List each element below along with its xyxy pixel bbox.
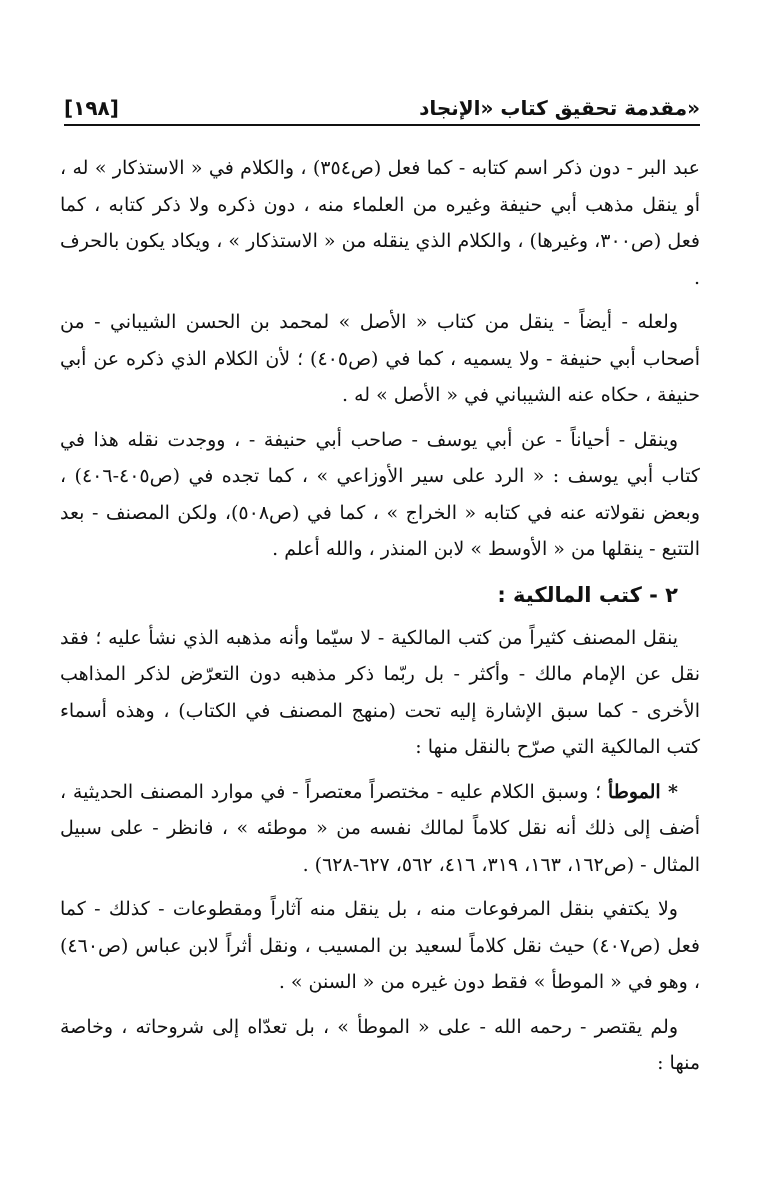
paragraph-6: ولا يكتفي بنقل المرفوعات منه ، بل ينقل منه آثاراً ومقطوعات - كذلك - كما فعل (ص٤٠٧) حيث نقل كلاماً لسعيد بن المسيب ، ونقل أثراً لابن عباس (ص٤٦٠) ، وهو في « الموطأ » فقط دون غيره من « السنن » . — [60, 898, 700, 993]
body-text — [60, 150, 700, 1090]
paragraph-1: عبد البر - دون ذكر اسم كتابه - كما فعل (ص٣٥٤) ، والكلام في « الاستذكار » له ، أو ينقل مذهب أبي حنيفة وغيره من العلماء منه ، دون ذكره ولا ذكر كتابه ، كما فعل (ص٣٠٠، وغيرها) ، والكلام الذي ينقله من « الاستذكار » ، ويكاد يكون بالحرف . — [60, 157, 701, 289]
muwatta-heading: * الموطأ — [607, 780, 678, 803]
paragraph-7: ولم يقتصر - رحمه الله - على « الموطأ » ، بل تعدّاه إلى شروحاته ، وخاصة منها : — [60, 1015, 700, 1074]
paragraph-5 — [60, 774, 700, 884]
header-divider — [64, 124, 700, 126]
paragraph-2: ولعله - أيضاً - ينقل من كتاب « الأصل » لمحمد بن الحسن الشيباني - من أصحاب أبي حنيفة - ولا يسميه ، كما في (ص٤٠٥) ؛ لأن الكلام الذي ذكره عن أبي حنيفة ، حكاه عنه الشيباني في « الأصل » له . — [60, 311, 700, 406]
page-number: [١٩٨] — [64, 96, 119, 120]
paragraph-3: وينقل - أحياناً - عن أبي يوسف - صاحب أبي حنيفة - ، ووجدت نقله هذا في كتاب أبي يوسف : « الرد على سير الأوزاعي » ، كما تجده في (ص٤٠٥-٤٠٦) ، وبعض نقولاته عنه في كتابه « الخراج » ، كما في (ص٥٠٨)، ولكن المصنف - بعد التتبع - ينقلها من « الأوسط » لابن المنذر ، والله أعلم . — [60, 428, 700, 560]
section-heading: ٢ - كتب المالكية : — [497, 582, 678, 607]
paragraph-4: ينقل المصنف كثيراً من كتب المالكية - لا سيّما وأنه مذهبه الذي نشأ عليه ؛ فقد نقل عن الإمام مالك - وأكثر - بل ربّما ذكر مذهبه دون التعرّض لذكر المذاهب الأخرى - كما سبق الإشارة إليه تحت (منهج المصنف في الكتاب) ، وهذه أسماء كتب المالكية التي صرّح بالنقل منها : — [60, 626, 700, 758]
page-header — [64, 86, 700, 120]
paragraph-5-text: ؛ وسبق الكلام عليه - مختصراً معتصراً - في موارد المصنف الحديثية ، أضف إلى ذلك أنه نقل كلاماً لمالك نفسه من « موطئه » ، فانظر - على سبيل المثال - (ص١٦٢، ١٦٣، ٣١٩، ٤١٦، ٥٦٢، ٦٢٧-٦٢٨) . — [60, 780, 700, 876]
running-title: مقدمة تحقيق كتاب «الإنجاد» — [419, 96, 700, 120]
